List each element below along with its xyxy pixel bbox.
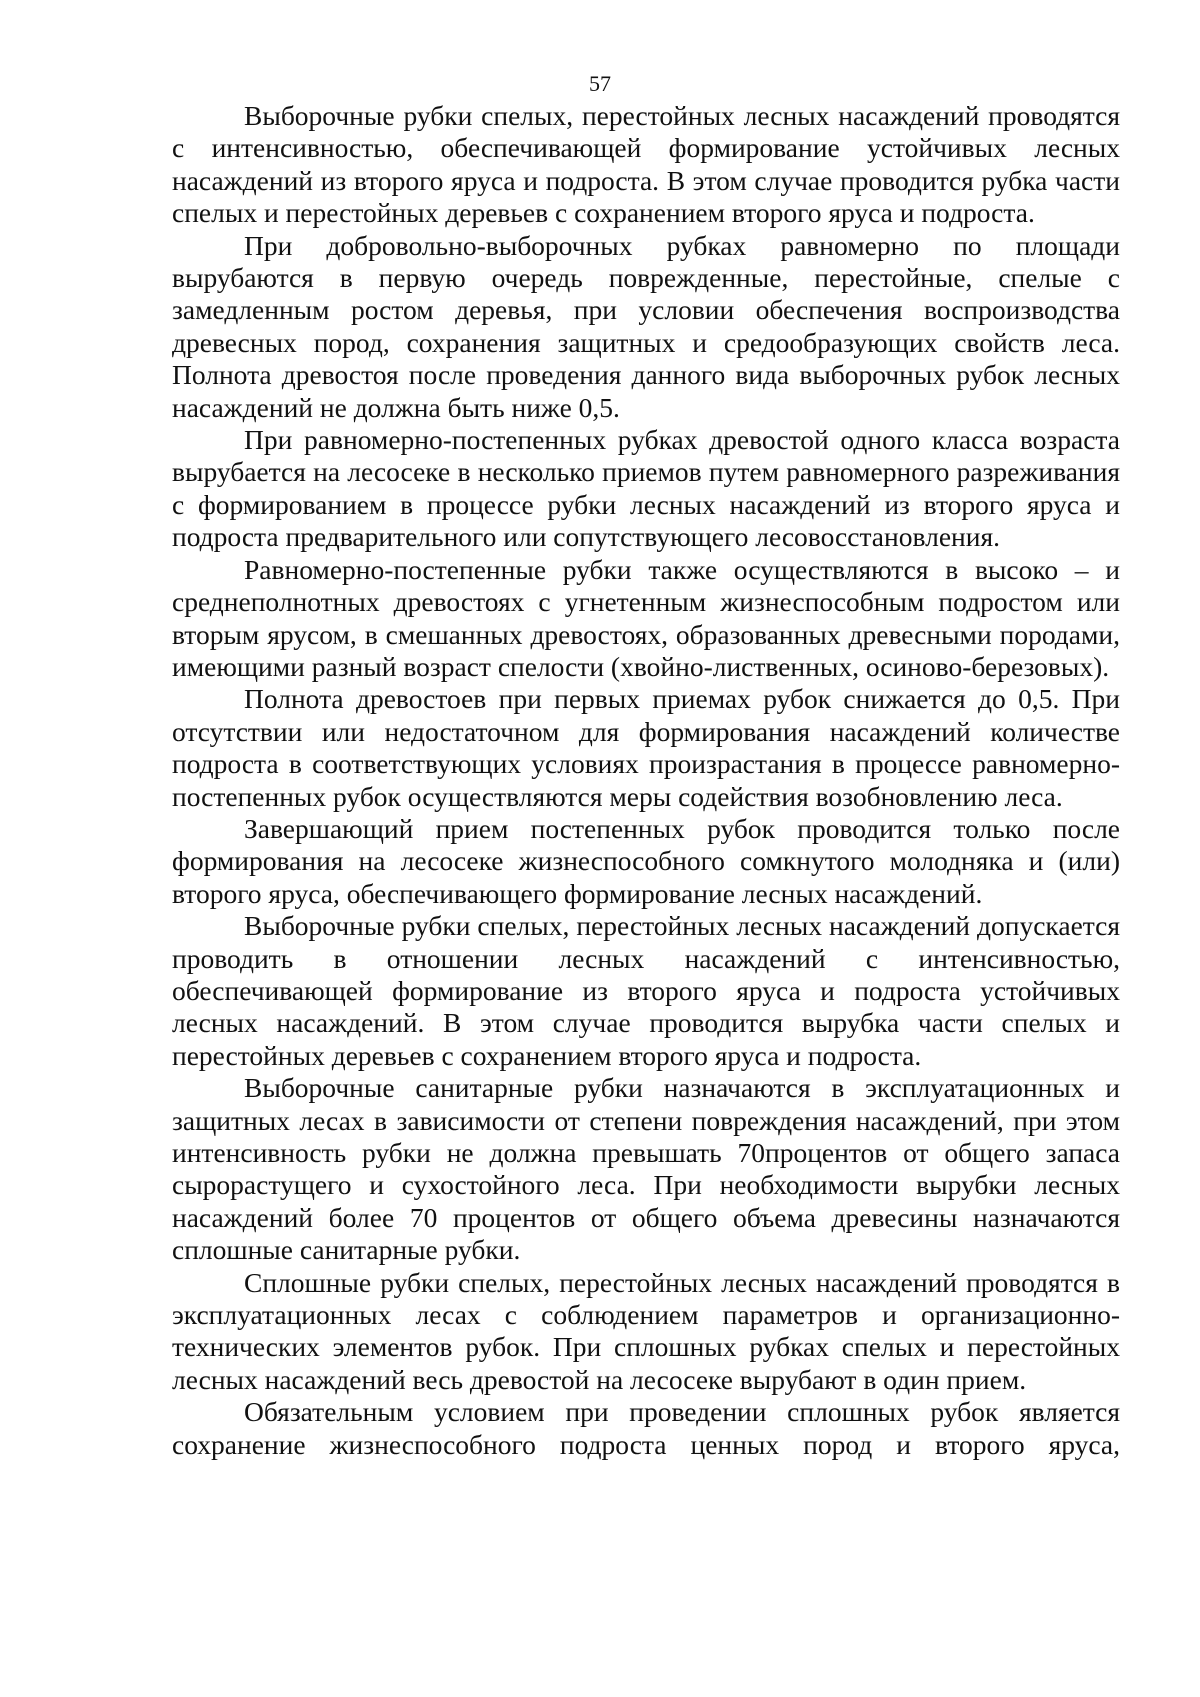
paragraph-continued: Обязательным условием при проведении сплошных рубок является сохранение жизнеспособного подроста ценных пород и второго яруса, — [172, 1396, 1120, 1460]
paragraph: Полнота древостоев при первых приемах рубок снижается до 0,5. При отсутствии или недостаточном для формирования насаждений количестве подроста в соответствующих условиях произрастания в процессе равномерно-постепенных рубок осуществляются меры содействия возобновлению леса. — [172, 683, 1120, 812]
paragraph: При добровольно-выборочных рубках равномерно по площади вырубаются в первую очередь поврежденные, перестойные, спелые с замедленным ростом деревья, при условии обеспечения воспроизводства древесных пород, сохранения защитных и средообразующих свойств леса. Полнота древостоя после проведения данного вида выборочных рубок лесных насаждений не должна быть ниже 0,5. — [172, 229, 1120, 423]
paragraph: Выборочные санитарные рубки назначаются в эксплуатационных и защитных лесах в зависимости от степени повреждения насаждений, при этом интенсивность рубки не должна превышать 70процентов от общего запаса сырорастущего и сухостойного леса. При необходимости вырубки лесных насаждений более 70 процентов от общего объема древесины назначаются сплошные санитарные рубки. — [172, 1072, 1120, 1266]
body-text — [172, 100, 1120, 1461]
paragraph: Равномерно-постепенные рубки также осуществляются в высоко – и среднеполнотных древостоях с угнетенным жизнеспособным подростом или вторым ярусом, в смешанных древостоях, образованных древесными породами, имеющими разный возраст спелости (хвойно-лиственных, осиново-березовых). — [172, 553, 1120, 682]
paragraph: При равномерно-постепенных рубках древостой одного класса возраста вырубается на лесосеке в несколько приемов путем равномерного разреживания с формированием в процессе рубки лесных насаждений из второго яруса и подроста предварительного или сопутствующего лесовосстановления. — [172, 424, 1120, 553]
paragraph: Завершающий прием постепенных рубок проводится только после формирования на лесосеке жизнеспособного сомкнутого молодняка и (или) второго яруса, обеспечивающего формирование лесных насаждений. — [172, 812, 1120, 909]
paragraph: Выборочные рубки спелых, перестойных лесных насаждений проводятся с интенсивностью, обеспечивающей формирование устойчивых лесных насаждений из второго яруса и подроста. В этом случае проводится рубка части спелых и перестойных деревьев с сохранением второго яруса и подроста. — [172, 100, 1120, 229]
page-number: 57 — [589, 71, 611, 96]
paragraph: Сплошные рубки спелых, перестойных лесных насаждений проводятся в эксплуатационных лесах с соблюдением параметров и организационно-технических элементов рубок. При сплошных рубках спелых и перестойных лесных насаждений весь древостой на лесосеке вырубают в один прием. — [172, 1266, 1120, 1395]
paragraph: Выборочные рубки спелых, перестойных лесных насаждений допускается проводить в отношении лесных насаждений с интенсивностью, обеспечивающей формирование из второго яруса и подроста устойчивых лесных насаждений. В этом случае проводится вырубка части спелых и перестойных деревьев с сохранением второго яруса и подроста. — [172, 910, 1120, 1071]
